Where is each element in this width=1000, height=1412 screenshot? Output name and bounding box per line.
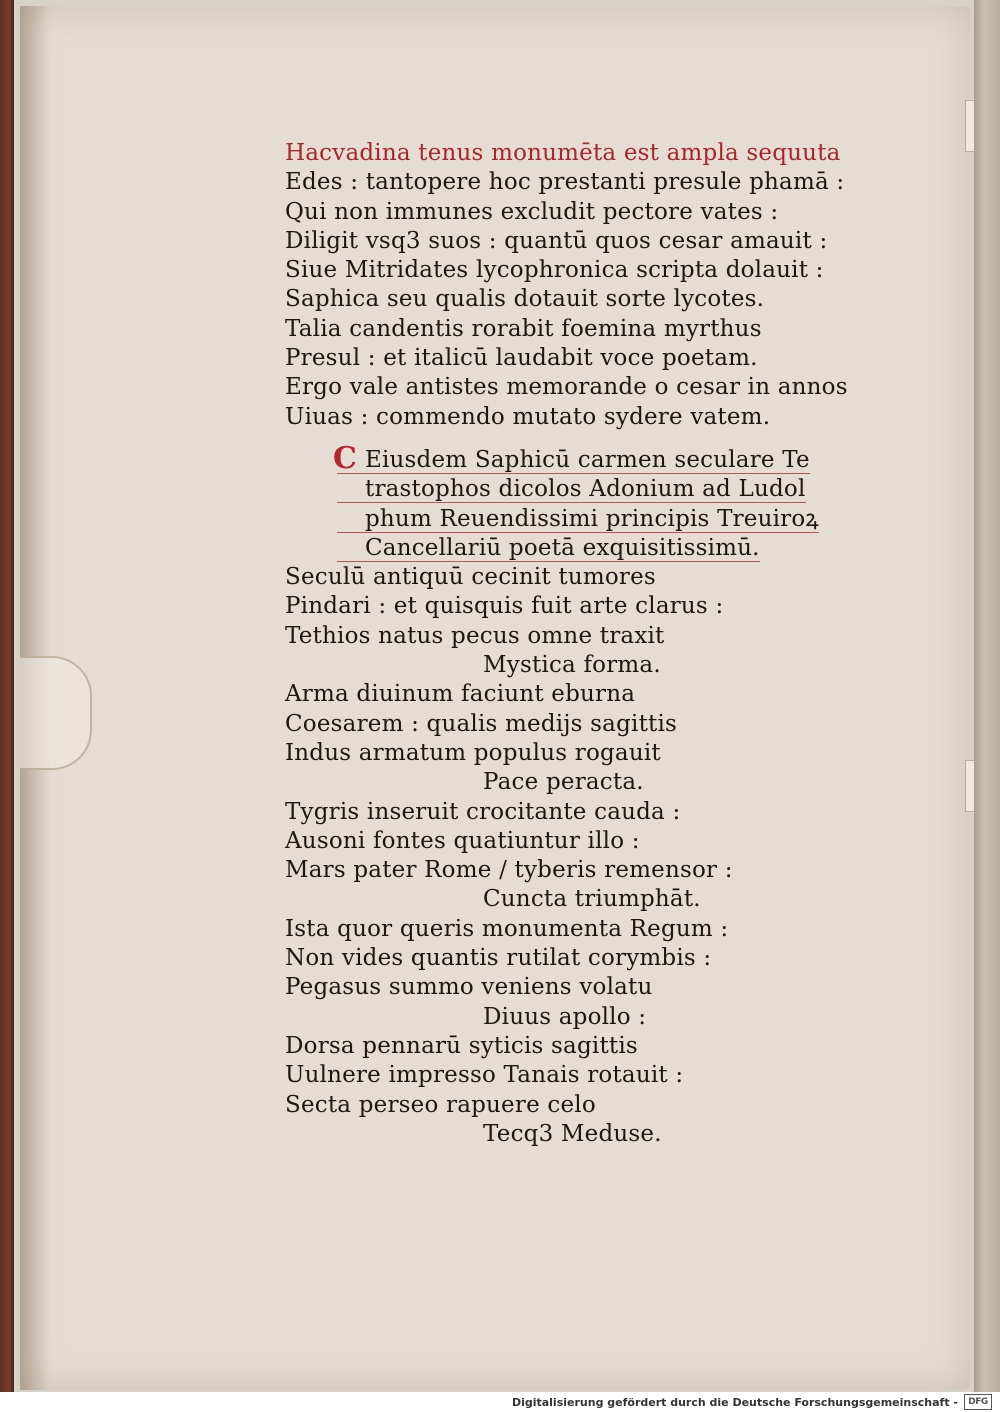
verse-line: Indus armatum populus rogauit (285, 739, 661, 766)
verse-line: Mars pater Rome / tyberis remensor : (285, 857, 733, 884)
verse-line: Tygris inseruit crocitante cauda : (285, 798, 681, 825)
verse-line: Seculū antiquū cecinit tumores (285, 564, 656, 591)
verse-adonic-line: Tecq3 Meduse. (483, 1120, 662, 1147)
verse-line: Dorsa pennarū syticis sagittis (285, 1032, 638, 1059)
verse-line: Non vides quantis rutilat corymbis : (285, 945, 712, 972)
verse-line: Talia candentis rorabit foemina myrthus (285, 315, 762, 342)
verse-adonic-line: Cuncta triumphāt. (483, 886, 701, 913)
verse-adonic-line: Mystica forma. (483, 652, 661, 679)
verse-adonic-line: Pace peracta. (483, 769, 644, 796)
page-edge-tab (965, 100, 974, 152)
heading-line (285, 475, 848, 504)
verse-line: Coesarem : qualis medijs sagittis (285, 710, 678, 737)
verse-line: Edes : tantopere hoc prestanti presule phamā : (285, 169, 845, 196)
page-edge-tab (965, 760, 974, 812)
dfg-logo-icon: DFG (964, 1394, 992, 1410)
heading-line-text: trastophos dicolos Adonium ad Ludol (337, 476, 806, 503)
verse-adonic-line: Diuus apollo : (483, 1003, 647, 1030)
paper-clasp (20, 656, 92, 770)
book-binding-left (0, 0, 14, 1392)
verse-line: Diligit vsq3 suos : quantū quos cesar amauit : (285, 227, 828, 254)
verse-line: Ista quor queris monumenta Regum : (285, 915, 729, 942)
verse-line: Tethios natus pecus omne traxit (285, 622, 665, 649)
book-board-right (974, 0, 1000, 1392)
verse-line: Pindari : et quisquis fuit arte clarus : (285, 593, 724, 620)
verse-line: Uulnere impresso Tanais rotauit : (285, 1062, 684, 1089)
verse-line: Secta perseo rapuere celo (285, 1091, 596, 1118)
rubric-pilcrow-icon: C (333, 440, 358, 476)
verse-line (285, 139, 848, 168)
heading-line (285, 534, 848, 563)
verse-line: Qui non immunes excludit pectore vates : (285, 198, 779, 225)
verse-line-text: Hacvadina tenus monumēta est ampla sequuta (285, 140, 841, 166)
stanza-gap (285, 432, 848, 446)
verse-line: Siue Mitridates lycophronica scripta dolauit : (285, 257, 824, 284)
verse-line: Pegasus summo veniens volatu (285, 974, 653, 1001)
verse-line: Ergo vale antistes memorande o cesar in annos (285, 374, 848, 401)
heading-line-text: Eiusdem Saphicū carmen seculare Te (337, 447, 810, 474)
digitization-footer (0, 1392, 1000, 1412)
verse-line: Ausoni fontes quatiuntur illo : (285, 827, 640, 854)
verse-line: Presul : et italicū laudabit voce poetam. (285, 345, 758, 372)
heading-line (285, 440, 848, 476)
heading-line (285, 505, 848, 534)
heading-line-text: Cancellariū poetā exquisitissimū. (337, 535, 760, 562)
poem-text (285, 139, 848, 1149)
verse-line: Saphica seu qualis dotauit sorte lycotes. (285, 286, 765, 313)
verse-line: Uiuas : commendo mutato sydere vatem. (285, 403, 771, 430)
verse-line: Arma diuinum faciunt eburna (285, 681, 636, 708)
heading-line-text: phum Reuendissimi principis Treuiroꝝ (337, 506, 819, 533)
funding-credit: Digitalisierung gefördert durch die Deutsche Forschungsgemeinschaft - (511, 1395, 958, 1409)
